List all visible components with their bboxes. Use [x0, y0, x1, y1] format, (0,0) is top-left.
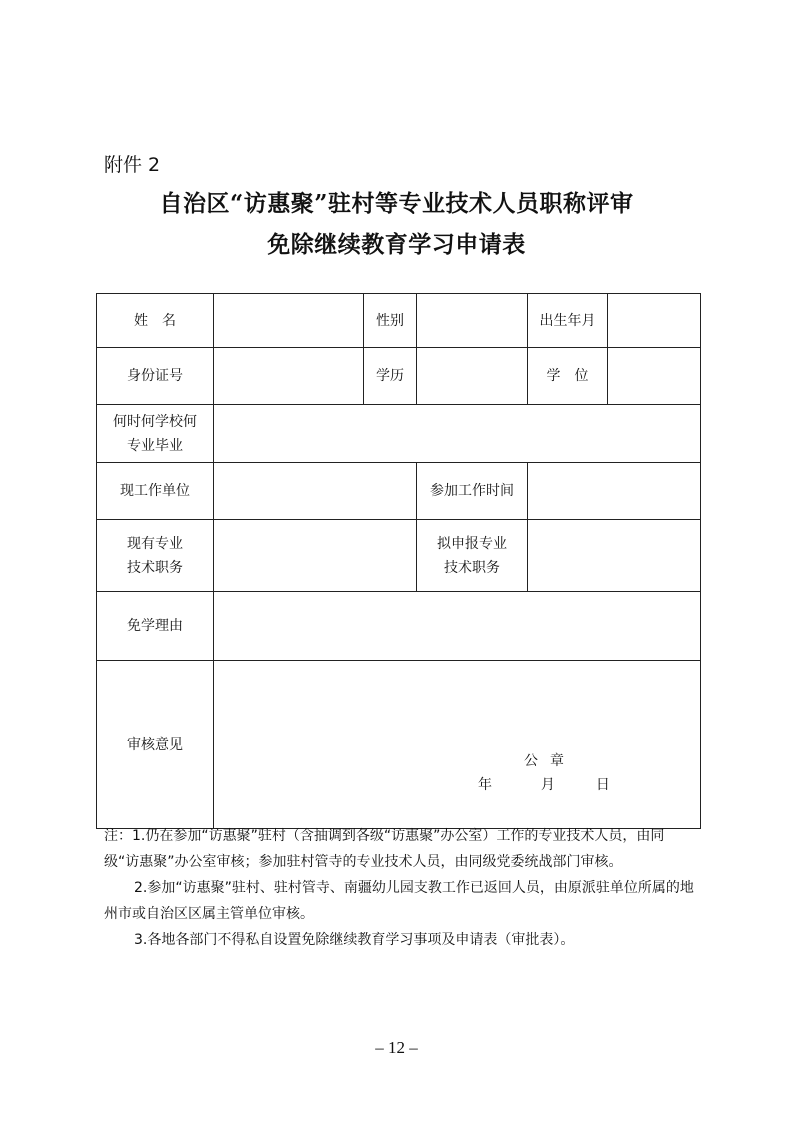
date-month: 月: [540, 777, 555, 793]
row-name: [97, 294, 701, 348]
row-workplace: [97, 463, 701, 520]
name-field[interactable]: [214, 294, 364, 348]
row-graduation: [97, 405, 701, 463]
gender-field[interactable]: [417, 294, 528, 348]
apply-title-label-line-1: 拟申报专业: [437, 535, 507, 552]
date-day: 日: [595, 777, 610, 793]
row-titles: [97, 520, 701, 592]
graduation-label-line-1: 何时何学校何: [113, 413, 197, 430]
review-date: [478, 773, 610, 797]
apply-title-field[interactable]: [528, 520, 701, 592]
workplace-field[interactable]: [214, 463, 417, 520]
degree-label: 学 位: [528, 348, 608, 405]
birth-label: 出生年月: [528, 294, 608, 348]
current-title-label-line-1: 现有专业: [127, 535, 183, 552]
work-start-label: 参加工作时间: [417, 463, 528, 520]
id-field[interactable]: [214, 348, 364, 405]
row-review: [97, 661, 701, 829]
notes: [104, 823, 696, 953]
gender-label: 性别: [364, 294, 417, 348]
current-title-field[interactable]: [214, 520, 417, 592]
graduation-label-line-2: 专业毕业: [127, 437, 183, 454]
note-3: 3.各地各部门不得私自设置免除继续教育学习事项及申请表（审批表）。: [134, 932, 575, 948]
degree-field[interactable]: [608, 348, 701, 405]
seal-text: 公章: [524, 753, 576, 769]
current-title-label-line-2: 技术职务: [127, 559, 183, 576]
page-number: – 12 –: [375, 1038, 418, 1057]
title-line-1: 自治区“访惠聚”驻村等专业技术人员职称评审: [159, 190, 634, 217]
current-title-label: [97, 520, 214, 592]
name-label: 姓 名: [97, 294, 214, 348]
row-exemption-reason: [97, 592, 701, 661]
apply-title-label-line-2: 技术职务: [444, 559, 500, 576]
review-field[interactable]: [214, 661, 701, 829]
workplace-label: 现工作单位: [97, 463, 214, 520]
id-label: 身份证号: [97, 348, 214, 405]
title-line-2: 免除继续教育学习申请表: [267, 231, 526, 258]
education-label: 学历: [364, 348, 417, 405]
note-2: 2.参加“访惠聚”驻村、驻村管寺、南疆幼儿园支教工作已返回人员，由原派驻单位所属的地州市或自治区区属主管单位审核。: [104, 880, 694, 922]
date-year: 年: [478, 777, 492, 793]
work-start-field[interactable]: [528, 463, 701, 520]
review-label: 审核意见: [97, 661, 214, 829]
exemption-reason-field[interactable]: [214, 592, 701, 661]
graduation-field[interactable]: [214, 405, 701, 463]
application-form-table: [96, 293, 701, 829]
graduation-label: [97, 405, 214, 463]
education-field[interactable]: [417, 348, 528, 405]
attachment-label: 附件 2: [104, 154, 161, 176]
row-id: [97, 348, 701, 405]
note-1: 注：1.仍在参加“访惠聚”驻村（含抽调到各级“访惠聚”办公室）工作的专业技术人员，由同级“访惠聚”办公室审核；参加驻村管寺的专业技术人员，由同级党委统战部门审核。: [104, 828, 665, 870]
birth-field[interactable]: [608, 294, 701, 348]
apply-title-label: [417, 520, 528, 592]
exemption-reason-label: 免学理由: [97, 592, 214, 661]
